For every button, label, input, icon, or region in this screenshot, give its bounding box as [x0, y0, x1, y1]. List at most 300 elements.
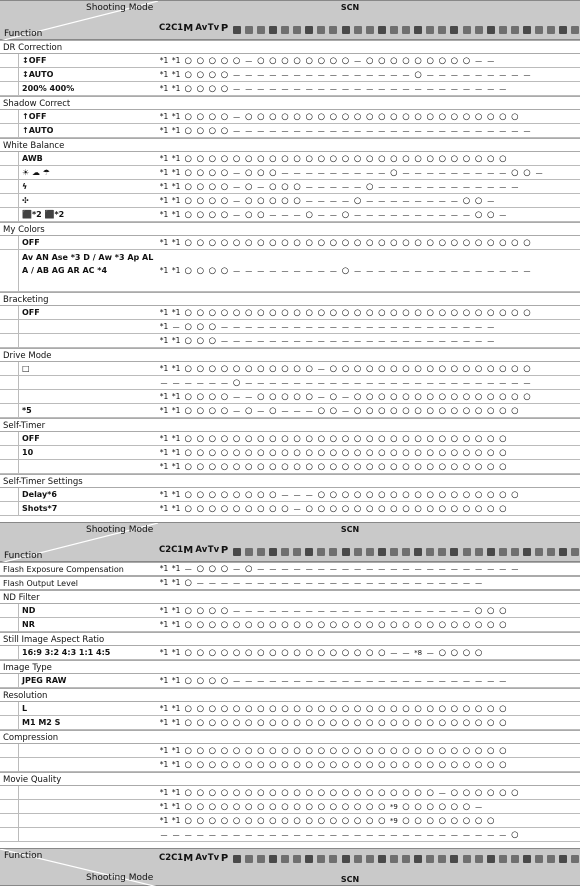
cell: ○ — [269, 746, 277, 756]
mode-icon — [354, 26, 362, 34]
cell: — — [342, 323, 349, 331]
mode-icon — [281, 26, 289, 34]
cell: ○ — [450, 816, 459, 826]
cell: ○ — [511, 830, 519, 840]
mode-icon — [257, 548, 265, 556]
cell: ○ — [426, 760, 434, 770]
cell: — — [329, 267, 337, 275]
cell: ○ — [486, 364, 495, 374]
mode-icon — [378, 855, 386, 863]
cell: — — [511, 71, 519, 79]
cell: ○ — [208, 182, 217, 192]
cell: ○ — [450, 238, 459, 248]
mode-icon — [499, 26, 507, 34]
cell: — — [426, 71, 434, 79]
cell: ○ — [523, 392, 531, 402]
cell: — — [438, 323, 446, 331]
cell: ○ — [196, 718, 204, 728]
mode-icon — [547, 26, 555, 34]
section-title: White Balance — [0, 138, 580, 152]
cell: ○ — [462, 434, 471, 444]
cell: ○ — [474, 620, 483, 630]
cell: — — [366, 267, 374, 275]
cell: *1 — [159, 718, 169, 727]
row-label: Shots*7 — [18, 502, 156, 516]
cell: ○ — [426, 504, 434, 514]
mode-icon — [523, 548, 531, 556]
cell: ○ — [196, 84, 204, 94]
mode-column-c1: C1 — [171, 23, 184, 33]
cell: — — [414, 169, 422, 177]
cell: ○ — [378, 788, 386, 798]
cell: — — [426, 379, 434, 387]
cell: — — [499, 71, 507, 79]
mode-icon — [511, 855, 519, 863]
cell: — — [378, 323, 386, 331]
cell: ○ — [305, 648, 313, 658]
cell: — — [354, 323, 362, 331]
section-title: Self-Timer — [0, 418, 580, 432]
cell: — — [414, 379, 422, 387]
mode-icon — [414, 855, 422, 863]
cell: — — [317, 183, 325, 191]
cell: ○ — [244, 620, 253, 630]
cell: ○ — [499, 788, 507, 798]
cell: — — [390, 677, 398, 685]
cell: ○ — [281, 620, 289, 630]
cell: — — [390, 831, 398, 839]
cell: *1 — [171, 760, 181, 769]
row-label — [18, 390, 156, 404]
cell: ○ — [486, 308, 495, 318]
cell: — — [257, 71, 265, 79]
cell: — — [305, 565, 313, 573]
cell: ○ — [269, 462, 277, 472]
mode-icon — [547, 855, 555, 863]
cell: ○ — [293, 462, 301, 472]
cell: — — [233, 607, 241, 615]
cell: ○ — [402, 462, 410, 472]
cell: — — [523, 379, 531, 387]
cell: — — [221, 323, 228, 331]
cell: ○ — [269, 490, 277, 500]
cell: ○ — [378, 448, 386, 458]
cell: ○ — [438, 802, 446, 812]
cell: — — [414, 677, 422, 685]
cell: ○ — [184, 648, 192, 658]
cell: ○ — [499, 238, 507, 248]
cell: — — [342, 71, 349, 79]
cell: — — [245, 677, 253, 685]
cell: ○ — [365, 434, 374, 444]
cell: — — [305, 831, 313, 839]
mode-icon — [571, 26, 579, 34]
cell: ○ — [220, 746, 229, 756]
cell: — — [281, 677, 289, 685]
cell: ○ — [208, 210, 217, 220]
cell: ○ — [244, 746, 253, 756]
cell: — — [390, 71, 398, 79]
function-header-label: Function — [4, 851, 43, 861]
cell: — — [233, 323, 241, 331]
cell: — — [305, 71, 313, 79]
cell: *1 — [159, 196, 169, 205]
cell: — — [305, 267, 313, 275]
cell: ○ — [257, 210, 265, 220]
cell: — — [208, 831, 216, 839]
cell: ○ — [305, 704, 313, 714]
cell: ○ — [341, 154, 350, 164]
cell: ○ — [281, 448, 289, 458]
cell: ○ — [499, 406, 507, 416]
cell: ○ — [269, 308, 277, 318]
cell: ○ — [208, 676, 217, 686]
cell: ○ — [196, 266, 204, 276]
cell: — — [378, 337, 386, 345]
cell: ○ — [390, 238, 398, 248]
cell: — — [257, 379, 265, 387]
mode-icon — [305, 548, 313, 556]
cell: ○ — [220, 70, 229, 80]
cell: *1 — [159, 648, 169, 657]
cell: ○ — [486, 154, 495, 164]
cell: — — [233, 407, 241, 415]
cell: ○ — [232, 760, 241, 770]
cell: — — [366, 579, 374, 587]
cell: ○ — [220, 406, 229, 416]
row-label: 10 — [18, 446, 156, 460]
cell: ○ — [257, 788, 265, 798]
cell: — — [342, 127, 349, 135]
mode-icon — [293, 548, 301, 556]
cell: ○ — [220, 56, 229, 66]
cell: — — [342, 393, 349, 401]
cell: — — [233, 113, 241, 121]
mode-icon — [293, 26, 301, 34]
cell: ○ — [184, 70, 192, 80]
table-header — [0, 522, 580, 562]
cell: ○ — [269, 406, 277, 416]
cell: *1 — [171, 126, 181, 135]
cell: — — [233, 183, 241, 191]
cell: ○ — [281, 648, 289, 658]
cell: ○ — [281, 788, 289, 798]
cell: ○ — [341, 308, 350, 318]
cell: — — [475, 267, 483, 275]
cell: — — [354, 57, 362, 65]
cell: *1 — [171, 182, 181, 191]
cell: ○ — [378, 802, 386, 812]
cell: ○ — [317, 718, 325, 728]
cell: — — [329, 85, 337, 93]
cell: ○ — [232, 448, 241, 458]
cell: — — [172, 831, 180, 839]
cell: *1 — [159, 364, 169, 373]
table-header — [0, 848, 580, 886]
table-row — [0, 320, 580, 334]
cell: — — [414, 323, 422, 331]
cell: ○ — [341, 238, 350, 248]
cell: ○ — [281, 196, 289, 206]
cell: — — [233, 169, 241, 177]
cell: *1 — [171, 84, 181, 93]
cell: ○ — [184, 788, 192, 798]
cell: ○ — [196, 490, 204, 500]
row-label: OFF — [18, 236, 156, 250]
cell: — — [402, 607, 410, 615]
cell: ○ — [257, 462, 265, 472]
cell: — — [426, 831, 434, 839]
cell: ○ — [220, 182, 229, 192]
cell: ○ — [232, 504, 241, 514]
cell: — — [450, 831, 458, 839]
cell: ○ — [257, 802, 265, 812]
cell: — — [402, 831, 410, 839]
cell: ○ — [462, 802, 471, 812]
cell: ○ — [414, 70, 422, 80]
cell: ○ — [184, 364, 192, 374]
cell: — — [426, 169, 434, 177]
cell: — — [438, 267, 446, 275]
cell: *1 — [159, 406, 169, 415]
cell: — — [317, 85, 325, 93]
cell: ○ — [208, 364, 217, 374]
shooting-mode-header-label: Shooting Mode — [86, 873, 154, 883]
cell: — — [160, 831, 168, 839]
cell: ○ — [293, 746, 301, 756]
cell: — — [487, 323, 495, 331]
cell: *1 — [171, 266, 181, 275]
cell: — — [233, 337, 241, 345]
cell: ○ — [438, 620, 446, 630]
cell: ○ — [353, 196, 362, 206]
cell: ○ — [305, 434, 313, 444]
cell: — — [317, 211, 325, 219]
cell: ○ — [474, 746, 483, 756]
cell: ○ — [499, 504, 507, 514]
cell: — — [414, 267, 422, 275]
cell: *1 — [171, 56, 181, 65]
cell: — — [487, 183, 495, 191]
cell: — — [390, 267, 398, 275]
cell: — — [269, 565, 277, 573]
cell: ○ — [365, 504, 374, 514]
cell: ○ — [474, 704, 483, 714]
cell: — — [329, 169, 337, 177]
cell: ○ — [244, 434, 253, 444]
cell: ○ — [317, 788, 325, 798]
cell: — — [499, 831, 507, 839]
cell: *1 — [159, 802, 169, 811]
cell: ○ — [486, 462, 495, 472]
cell: — — [245, 579, 253, 587]
cell: — — [450, 337, 458, 345]
cell: ○ — [329, 448, 338, 458]
cell: ○ — [402, 718, 410, 728]
cell: ○ — [196, 648, 204, 658]
cell: — — [463, 579, 470, 587]
mode-column-c2: C2 — [158, 23, 172, 33]
mode-icon — [487, 548, 495, 556]
mode-column-tv: Tv — [207, 853, 220, 863]
cell: ○ — [232, 56, 241, 66]
table-row — [0, 618, 580, 632]
cell: ○ — [196, 816, 204, 826]
cell: ○ — [390, 620, 398, 630]
cell: ○ — [196, 504, 204, 514]
cell: ○ — [269, 168, 277, 178]
cell: ○ — [208, 84, 217, 94]
cell: ○ — [474, 196, 483, 206]
cell: ○ — [378, 718, 386, 728]
cell: ○ — [329, 760, 338, 770]
cell: ○ — [450, 308, 459, 318]
cell: — — [487, 85, 495, 93]
cell: ○ — [184, 84, 192, 94]
row-label: *5 — [18, 404, 156, 418]
cell: ○ — [208, 504, 217, 514]
cell: ○ — [462, 746, 471, 756]
cell: — — [208, 379, 216, 387]
cell: — — [257, 183, 265, 191]
cell: ○ — [305, 364, 313, 374]
cell: ○ — [208, 168, 217, 178]
mode-icon — [571, 548, 579, 556]
cell: — — [426, 607, 434, 615]
cell: ○ — [341, 620, 350, 630]
cell: ○ — [269, 704, 277, 714]
cell: — — [281, 407, 289, 415]
cell: ○ — [269, 364, 277, 374]
cell: — — [402, 649, 410, 657]
mode-icon — [511, 26, 519, 34]
cell: ○ — [341, 788, 350, 798]
cell: ○ — [220, 704, 229, 714]
cell: ○ — [486, 718, 495, 728]
cell: ○ — [486, 760, 495, 770]
mode-icon — [402, 855, 410, 863]
cell: ○ — [305, 154, 313, 164]
mode-icon — [329, 548, 337, 556]
cell: — — [366, 337, 374, 345]
mode-icon — [245, 548, 253, 556]
cell: ○ — [474, 434, 483, 444]
cell: — — [463, 267, 470, 275]
cell: ○ — [365, 648, 374, 658]
cell: ○ — [208, 802, 217, 812]
cell: — — [523, 267, 531, 275]
cell: ○ — [329, 504, 338, 514]
cell: ○ — [257, 196, 265, 206]
row-label: OFF — [18, 306, 156, 320]
cell: ○ — [462, 308, 471, 318]
cell: ○ — [196, 238, 204, 248]
cell: — — [293, 677, 301, 685]
cell: ○ — [305, 788, 313, 798]
cell: — — [487, 677, 495, 685]
cell: ○ — [402, 704, 410, 714]
cell: ○ — [196, 182, 204, 192]
cell: *1 — [159, 504, 169, 513]
cell: — — [317, 365, 325, 373]
cell: — — [438, 71, 446, 79]
cell: ○ — [462, 392, 471, 402]
cell: ○ — [208, 434, 217, 444]
cell: — — [317, 607, 325, 615]
cell: *1 — [171, 746, 181, 755]
cell: — — [293, 337, 301, 345]
table-row — [0, 604, 580, 618]
cell: ○ — [474, 308, 483, 318]
cell: ○ — [402, 56, 410, 66]
cell: ○ — [523, 364, 531, 374]
cell: ○ — [257, 746, 265, 756]
table-row — [0, 194, 580, 208]
cell: ○ — [232, 154, 241, 164]
cell: — — [366, 127, 374, 135]
cell: ○ — [378, 504, 386, 514]
cell: ○ — [196, 70, 204, 80]
cell: — — [172, 379, 180, 387]
cell: — — [475, 379, 483, 387]
cell: — — [329, 323, 337, 331]
cell: ○ — [208, 126, 217, 136]
cell: ○ — [353, 816, 362, 826]
cell: ○ — [305, 620, 313, 630]
cell: ○ — [378, 462, 386, 472]
cell: ○ — [317, 406, 325, 416]
cell: — — [196, 579, 204, 587]
cell: *8 — [414, 649, 423, 657]
cell: ○ — [184, 308, 192, 318]
cell: ○ — [486, 406, 495, 416]
table-row — [0, 702, 580, 716]
cell: — — [450, 323, 458, 331]
cell: *1 — [159, 760, 169, 769]
cell: ○ — [353, 462, 362, 472]
cell: ○ — [341, 648, 350, 658]
cell: ○ — [184, 112, 192, 122]
cell: ○ — [438, 648, 446, 658]
row-label: NR — [18, 618, 156, 632]
cell: ○ — [317, 802, 325, 812]
mode-icon — [269, 855, 277, 863]
cell: ○ — [365, 448, 374, 458]
mode-icon — [233, 855, 241, 863]
mode-icon — [281, 855, 289, 863]
mode-icon — [450, 855, 458, 863]
cell: — — [269, 677, 277, 685]
cell: ○ — [196, 210, 204, 220]
table-row — [0, 208, 580, 222]
cell: — — [402, 127, 410, 135]
cell: ○ — [305, 462, 313, 472]
cell: ○ — [281, 154, 289, 164]
cell: ○ — [474, 606, 483, 616]
cell: ○ — [269, 196, 277, 206]
cell: — — [426, 197, 434, 205]
cell: *1 — [159, 392, 169, 401]
cell: ○ — [184, 606, 192, 616]
mode-icon — [354, 548, 362, 556]
cell: — — [390, 379, 398, 387]
cell: — — [184, 379, 192, 387]
cell: ○ — [426, 364, 434, 374]
cell: ○ — [184, 238, 192, 248]
cell: — — [354, 677, 362, 685]
cell: ○ — [257, 490, 265, 500]
row-label: JPEG RAW — [18, 674, 156, 688]
